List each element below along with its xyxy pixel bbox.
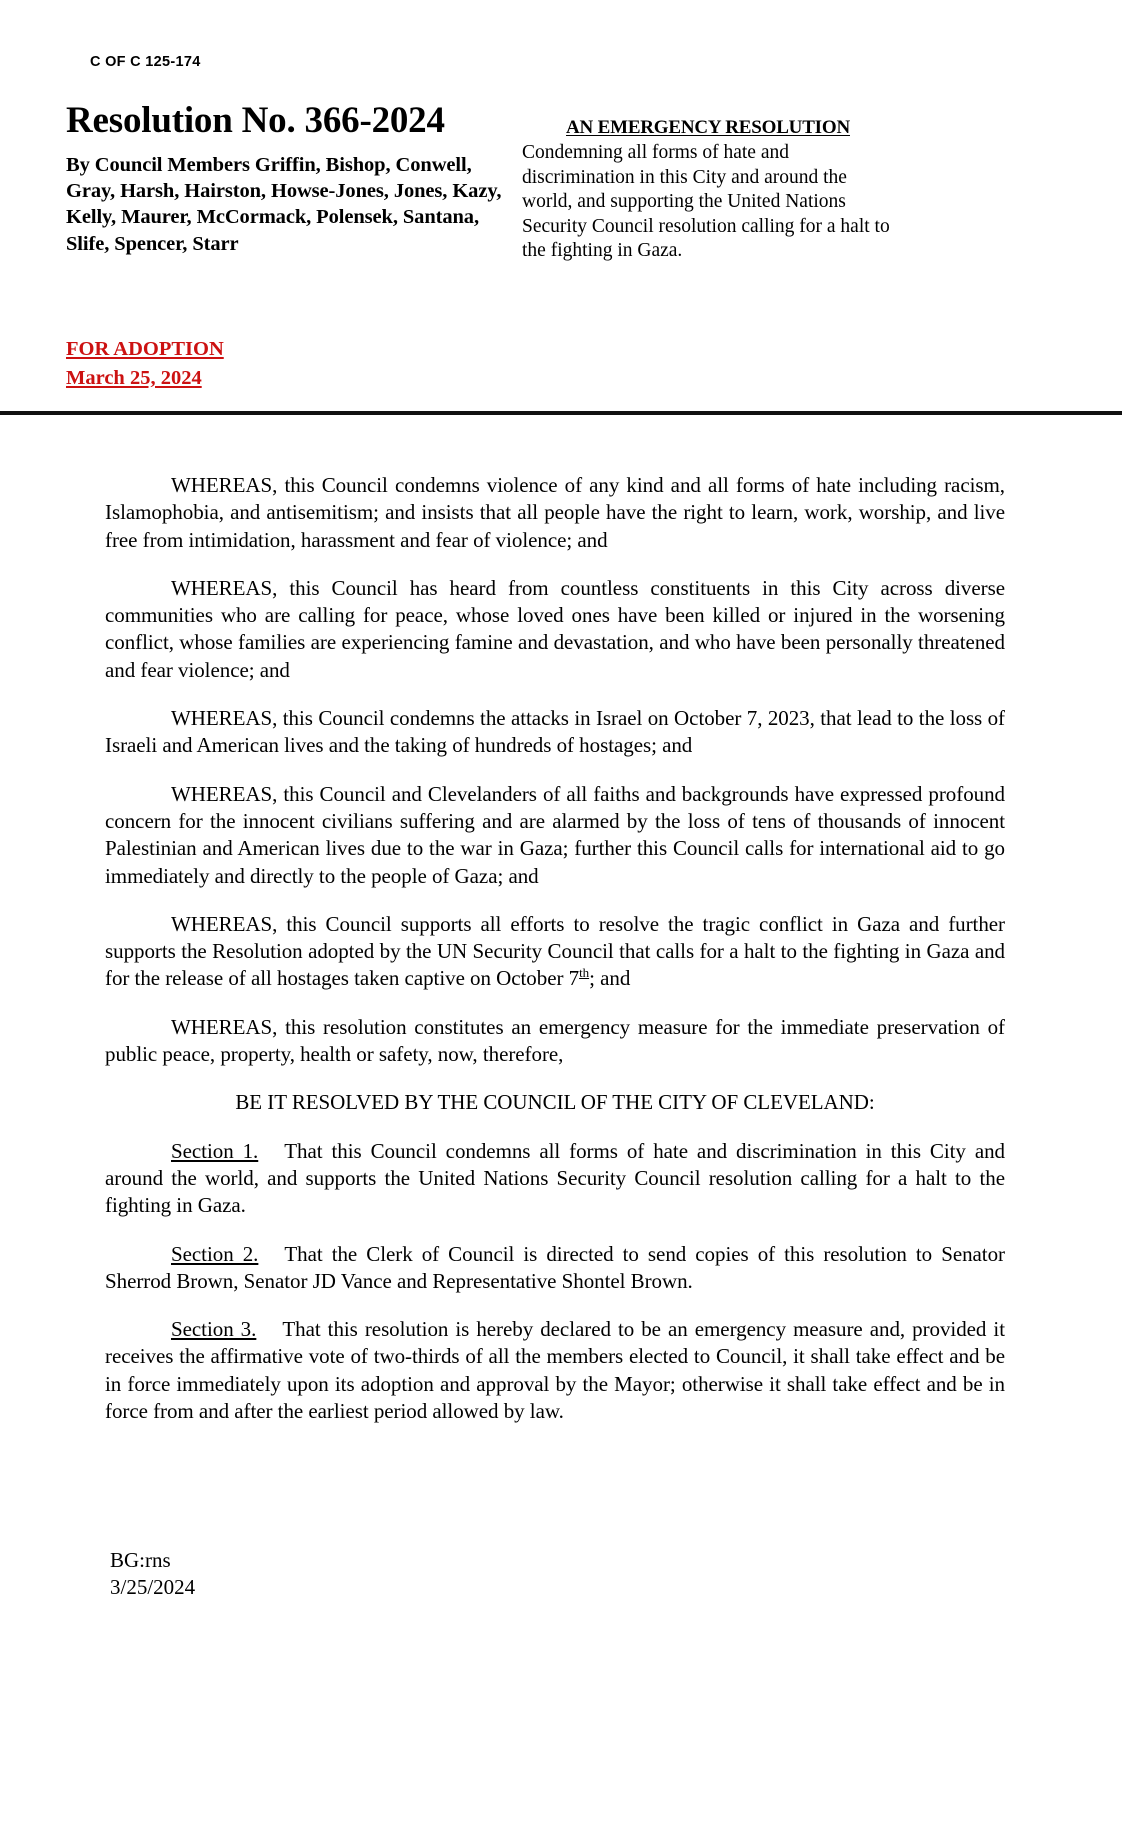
section-1 (105, 1138, 1005, 1220)
whereas-paragraph-6: WHEREAS, this resolution constitutes an emergency measure for the immediate preservation of public peace, property, health or safety, now, therefore, (105, 1014, 1005, 1067)
section-2-text: That the Clerk of Council is directed to send copies of this resolution to Senator Sherrod Brown, Senator JD Vance and Representative Shontel Brown. (105, 1241, 1005, 1293)
document-code: C OF C 125-174 (90, 54, 201, 70)
section-3-label: Section 3. (171, 1317, 257, 1342)
page-title: Resolution No. 366-2024 (66, 99, 445, 141)
section-3-text: That this resolution is hereby declared to be an emergency measure and, provided it receives the affirmative vote of two-thirds of all the members elected to Council, it shall take effect and be in force immediately upon its adoption and approval by the Mayor; otherwise it shall take effect and be in force from and after the earliest period allowed by law. (105, 1317, 1005, 1424)
adoption-date: March 25, 2024 (66, 367, 202, 390)
section-2 (105, 1241, 1005, 1296)
ordinal-superscript: th (579, 965, 590, 981)
footer-date: 3/25/2024 (110, 1575, 196, 1600)
whereas-paragraph-4: WHEREAS, this Council and Clevelanders of all faiths and backgrounds have expressed profound concern for the innocent civilians suffering and are alarmed by the loss of tens of thousands of innocent Palestinian and American lives due to the war in Gaza; further this Council calls for international aid to go immediately and directly to the people of Gaza; and (105, 781, 1005, 888)
section-3 (105, 1316, 1005, 1425)
resolution-summary (522, 116, 894, 264)
header-divider (0, 411, 1122, 415)
whereas-paragraph-2: WHEREAS, this Council has heard from countless constituents in this City across diverse communities who are calling for peace, whose loved ones have been killed or injured in the worsening conflict, whose families are experiencing famine and devastation, and who have been personally threatened and fear violence; and (105, 575, 1005, 682)
summary-body: Condemning all forms of hate and discrimination in this City and around the world, and supporting the United Nations Security Council resolution calling for a halt to the fighting in Gaza. (522, 141, 890, 262)
whereas-paragraph-5-tail: ; and (589, 966, 631, 991)
be-it-resolved-line: BE IT RESOLVED BY THE COUNCIL OF THE CITY OF CLEVELAND: (235, 1090, 875, 1115)
section-1-label: Section 1. (171, 1138, 259, 1163)
footer-initials: BG:rns (110, 1548, 171, 1572)
document-footer (110, 1547, 195, 1602)
whereas-paragraph-5-text: WHEREAS, this Council supports all efforts to resolve the tragic conflict in Gaza and further supports the Resolution adopted by the UN Security Council that calls for a halt to the fighting in Gaza and for the release of all hostages taken captive on October 7 (105, 911, 1005, 991)
section-2-label: Section 2. (171, 1241, 259, 1266)
whereas-paragraph-1: WHEREAS, this Council condemns violence of any kind and all forms of hate including racism, Islamophobia, and antisemitism; and insists that all people have the right to learn, work, worship, and live free from intimidation, harassment and fear of violence; and (105, 473, 1005, 552)
adoption-block (66, 336, 224, 392)
whereas-paragraph-3: WHEREAS, this Council condemns the attacks in Israel on October 7, 2023, that lead to the loss of Israeli and American lives and the taking of hundreds of hostages; and (105, 706, 1005, 758)
sponsors-block: By Council Members Griffin, Bishop, Conwell, Gray, Harsh, Hairston, Howse-Jones, Jones, Kazy, Kelly, Maurer, McCormack, Polensek, Santana, Slife, Spencer, Starr (66, 154, 502, 255)
section-1-text: That this Council condemns all forms of hate and discrimination in this City and around the world, and supports the United Nations Security Council resolution calling for a halt to the fighting in Gaza. (105, 1138, 1005, 1218)
summary-title: AN EMERGENCY RESOLUTION (566, 117, 850, 138)
whereas-paragraph-5 (105, 911, 1005, 993)
adoption-label: FOR ADOPTION (66, 338, 224, 360)
document-body (105, 472, 1005, 1425)
